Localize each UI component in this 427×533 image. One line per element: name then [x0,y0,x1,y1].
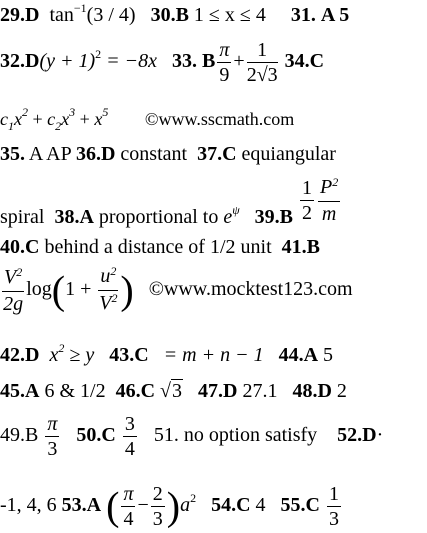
answer-38-label: 38.A [54,206,94,229]
answer-37-label: 37.C [197,143,237,165]
watermark-mocktest123: ©www.mocktest123.com [148,278,353,301]
answer-line-2 [0,38,324,87]
answer-52-value: -1, 4, 6 [0,494,57,517]
answer-29-label: 29.D [0,4,40,26]
answer-52-tail: · [376,424,384,447]
answer-48-label: 48.D [292,380,332,402]
answer-43-label: 43.C [109,344,149,366]
answer-51-value: no option satisfy [183,424,318,447]
answer-35-label: 35. [0,143,25,165]
answer-38-expr: $e^\psi$ [223,203,240,229]
answer-39-fraction-2: $\frac{P^2}{m}$ [320,175,339,225]
answer-38-value: proportional to [98,206,219,229]
answer-32-label: 32.D [0,50,40,73]
answer-36-value: constant [120,143,188,165]
answer-line-1 [0,1,350,28]
answer-46-label: 46.C [115,380,156,402]
answer-42-expr: $x^2 \ge y$ [49,341,95,366]
answer-37-continued: spiral [0,206,45,229]
answer-52-label: 52.D [337,424,377,447]
answer-48-value: 2 [336,380,347,402]
answer-line-6 [0,236,320,258]
answer-53-label: 53.A [61,494,102,517]
answer-30-expr: 1 ≤ x ≤ 4 [193,4,266,26]
answer-line-11 [0,482,343,531]
answer-line-8 [0,341,334,368]
answer-55-fraction: $\frac{1}{3}$ [329,483,339,530]
answer-49-label: 49.B [0,424,39,447]
answer-33-fraction-1: $\frac{\pi}{9}$ [219,39,230,86]
answer-37-value: equiangular [241,143,336,165]
answer-42-label: 42.D [0,344,40,366]
answer-line-3 [0,105,295,133]
answer-47-label: 47.D [198,380,238,402]
answer-55-label: 55.C [280,494,320,517]
answer-46-sqrt: √3 [160,380,183,402]
answer-44-value: 5 [323,344,334,366]
answer-50-fraction: $\frac{3}{4}$ [124,413,135,460]
answer-line-5 [0,175,342,229]
answer-33-label: 33. [172,50,198,73]
answer-45-label: 45.A [0,380,40,402]
answer-47-value: 27.1 [242,380,278,402]
answer-33-option: B [202,50,216,73]
answer-39-fraction-1: $\frac{1}{2}$ [302,177,313,224]
answer-31-label: 31. [290,4,316,26]
answer-35-value: A AP [28,143,71,165]
answer-40-label: 40.C [0,236,40,258]
answer-29-expr: $\tan^{-1}(3 / 4)$ [49,1,136,26]
answer-41-expr: $\frac{V^2}{2g}$ log(1 + $\frac{u^2}{V^2}$ ) [3,264,134,315]
answer-line-10 [0,412,383,461]
answer-34-label: 34.C [284,50,325,73]
answer-54-value: 4 [255,494,266,517]
answer-line-4 [0,143,336,165]
watermark-sscmath: ©www.sscmath.com [144,109,295,129]
answer-43-value: = m + n − 1 [163,344,264,366]
answer-39-label: 39.B [254,206,294,229]
answer-44-label: 44.A [278,344,319,366]
answer-line-7 [0,264,353,317]
plus-sign: + [233,50,245,73]
polynomial-expression: $c_1x^2 + c_2x^3 + x^5$ [0,105,109,133]
answer-line-9 [0,380,347,402]
answer-31-value: A 5 [320,4,350,26]
answer-40-value: behind a distance of 1/2 unit [44,236,272,258]
answer-45-value: 6 & 1/2 [44,380,106,402]
answer-54-label: 54.C [211,494,251,517]
answer-33-fraction-2: $\frac{1}{2√3}$ [246,39,278,86]
answer-53-expr: ( $\frac{\pi}{4}$ − $\frac{2}{3}$ )$a^2$ [106,483,197,530]
answer-51-label: 51. [153,424,179,447]
answer-41-label: 41.B [281,236,320,258]
answer-32-expr: $(y + 1)^2 = -8x$ [39,47,158,73]
answer-30-label: 30.B [150,4,189,26]
answer-49-fraction: $\frac{\pi}{3}$ [47,413,58,460]
answer-36-label: 36.D [75,143,116,165]
answer-50-label: 50.C [76,424,116,447]
